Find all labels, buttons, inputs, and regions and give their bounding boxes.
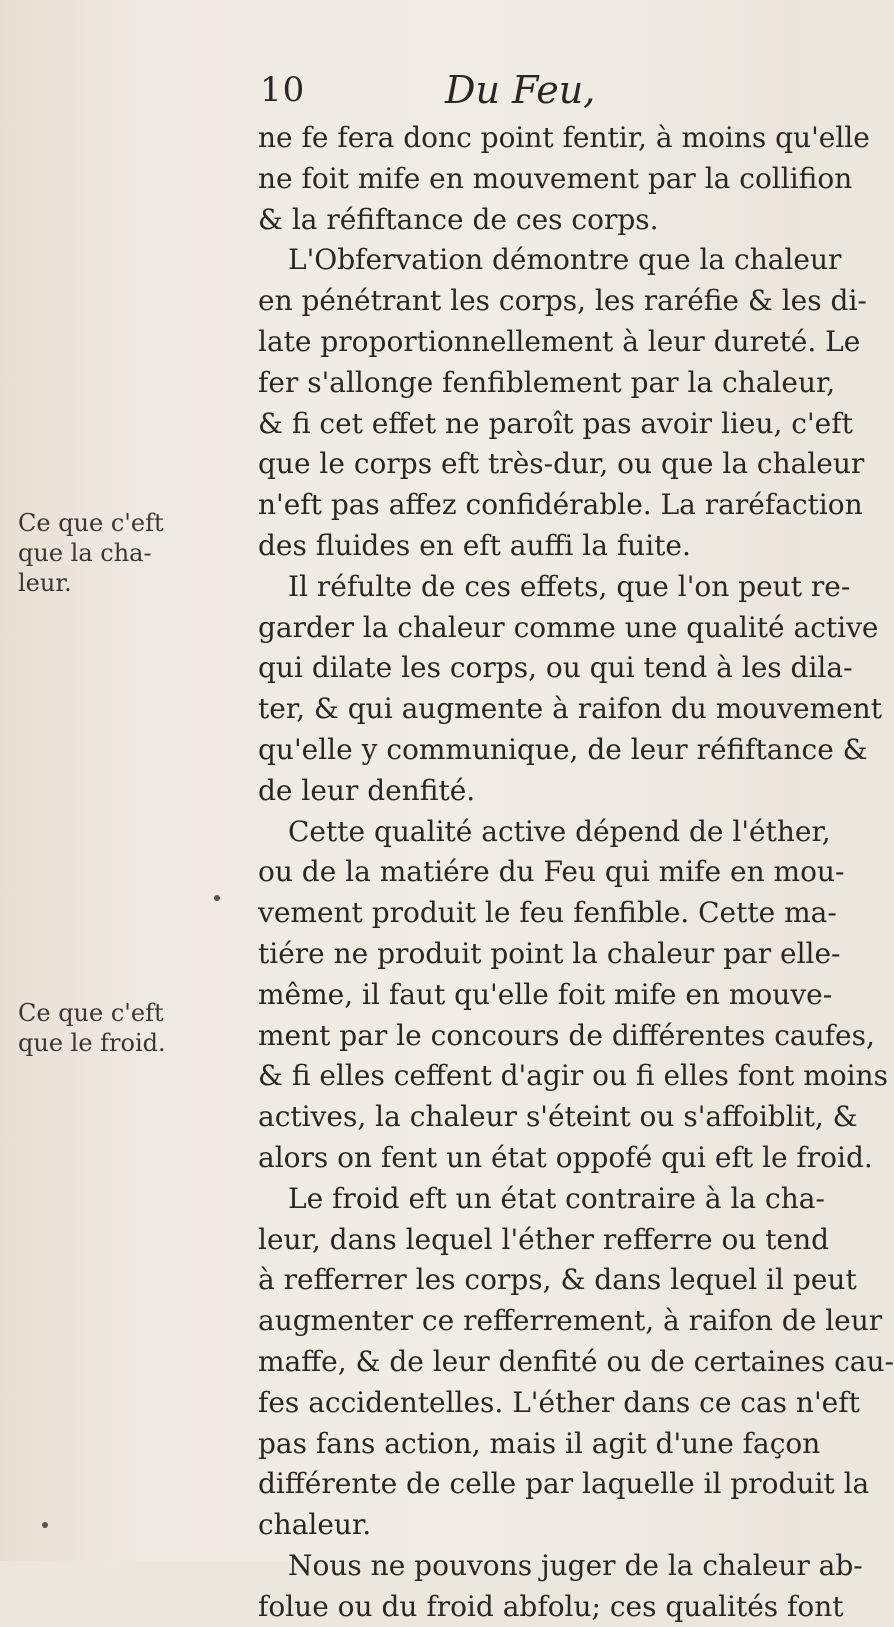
text-line: à refferrer les corps, & dans lequel il peut [258,1263,857,1297]
margin-note-line: leur. [18,569,72,597]
paragraph-start-line: L'Obfervation démontre que la chaleur [288,243,842,277]
text-line: folue ou du froid abfolu; ces qualités font [258,1589,844,1623]
ink-spot [42,1522,48,1528]
text-line: même, il faut qu'elle foit mife en mouve- [258,977,833,1011]
text-line: ne foit mife en mouvement par la collifion [258,161,853,195]
paragraph-start-line: Le froid eft un état contraire à la cha- [288,1181,825,1215]
text-line: fes accidentelles. L'éther dans ce cas n'eft [258,1385,860,1419]
text-line: & fi cet effet ne paroît pas avoir lieu, c'eft [258,406,853,440]
body-text [258,118,894,1627]
paragraph-start-line: Nous ne pouvons juger de la chaleur ab- [288,1548,863,1582]
text-line: garder la chaleur comme une qualité active [258,610,879,644]
text-line: vement produit le feu fenfible. Cette ma- [258,896,837,930]
text-line: alors on fent un état oppofé qui eft le froid. [258,1140,873,1174]
text-line: ter, & qui augmente à raifon du mouvement [258,692,882,726]
ink-spot [214,895,220,901]
text-line: que le corps eft très-dur, ou que la chaleur [258,447,865,481]
margin-note-line: Ce que c'eft [18,509,164,537]
margin-note-chaleur [18,508,258,598]
text-line: actives, la chaleur s'éteint ou s'affoiblit, & [258,1100,858,1134]
margin-note-line: Ce que c'eft [18,999,164,1027]
text-line: tiére ne produit point la chaleur par elle- [258,936,841,970]
text-line: ment par le concours de différentes caufes, [258,1018,875,1052]
text-line: leur, dans lequel l'éther refferre ou tend [258,1222,830,1256]
text-line: maffe, & de leur denfité ou de certaines cau- [258,1344,894,1378]
text-line: ou de la matiére du Feu qui mife en mou- [258,855,845,889]
margin-note-line: que le froid. [18,1029,166,1057]
text-line: chaleur. [258,1508,372,1542]
text-line: qu'elle y communique, de leur réfiftance & [258,732,868,766]
text-line: & fi elles ceffent d'agir ou fi elles font moins [258,1059,888,1093]
text-line: late proportionnellement à leur dureté. Le [258,324,861,358]
paragraph-start-line: Il réfulte de ces effets, que l'on peut re- [288,569,851,603]
text-line: augmenter ce refferrement, à raifon de leur [258,1304,883,1338]
running-title: Du Feu, [445,68,596,112]
text-line: de leur denfité. [258,773,476,807]
text-line: des fluides en eft auffi la fuite. [258,528,691,562]
page-number: 10 [260,70,306,110]
text-line: ne fe fera donc point fentir, à moins qu'elle [258,121,870,154]
text-line: n'eft pas affez confidérable. La raréfaction [258,488,863,522]
text-line: & la réfiftance de ces corps. [258,202,659,236]
margin-note-line: que la cha- [18,539,152,567]
paragraph-start-line: Cette qualité active dépend de l'éther, [288,814,831,848]
text-line: en pénétrant les corps, les raréfie & les di- [258,284,867,318]
margin-note-froid [18,998,258,1058]
text-line: qui dilate les corps, ou qui tend à les dila- [258,651,853,685]
text-line: différente de celle par laquelle il produit la [258,1467,870,1501]
page-header [260,70,800,118]
text-line: pas fans action, mais il agit d'une façon [258,1426,821,1460]
text-line: fer s'allonge fenfiblement par la chaleur, [258,365,836,399]
